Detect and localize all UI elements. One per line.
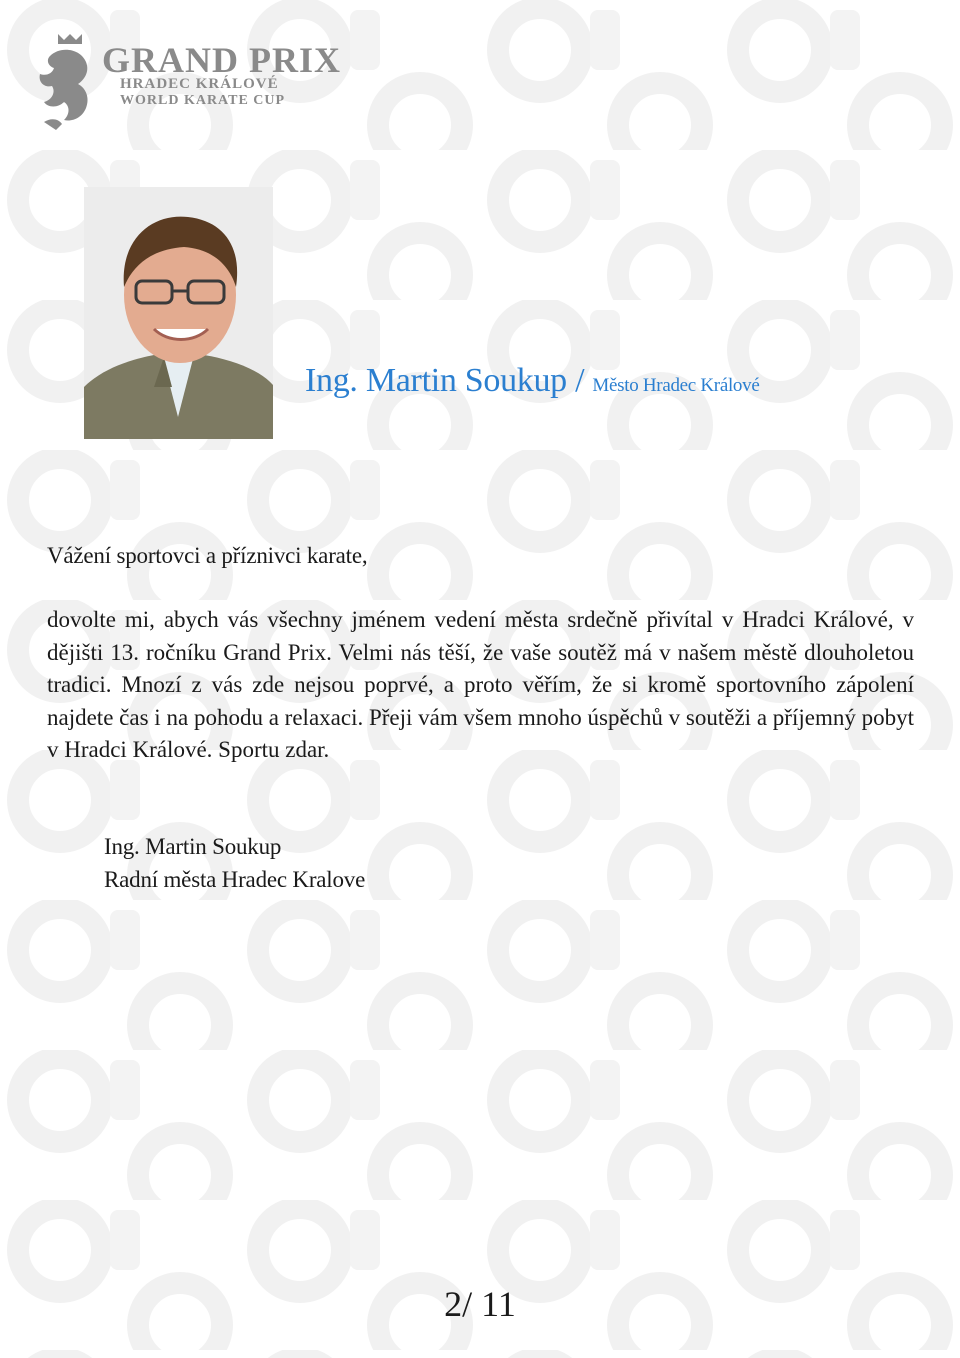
portrait-photo [84, 187, 273, 439]
letter-body: dovolte mi, abych vás všechny jménem vedení města srdečně přivítal v Hradci Králové, v dějišti 13. ročníku Grand Prix. Velmi nás těší, že vaše soutěž má v našem městě dlouholetou tradici. Mnozí z vás zde nejsou poprvé, a proto věřím, že si kromě sportovního zápolení najdete čas i na pohodu a relaxaci. Přeji vám všem mnoho úspěchů v soutěži a příjemný pobyt v Hradci Králové. Sportu zdar. [47, 607, 914, 763]
logo-line-hradec-kralove: HRADEC KRÁLOVÉ [120, 76, 279, 92]
lion-icon [40, 34, 88, 130]
logo-line-world-karate-cup: WORLD KARATE CUP [120, 93, 286, 108]
author-name-heading: Ing. Martin Soukup / [305, 362, 585, 399]
page-number: 2/ 11 [444, 1284, 516, 1324]
author-heading [305, 362, 759, 400]
grand-prix-logo [30, 26, 370, 136]
signature-block [104, 830, 365, 896]
signature-name: Ing. Martin Soukup [104, 834, 282, 859]
letter-greeting: Vážení sportovci a příznivci karate, [47, 543, 368, 568]
signature-title: Radní města Hradec Kralove [104, 867, 366, 892]
logo-line-grand-prix: GRAND PRIX [102, 40, 341, 80]
author-organization: Město Hradec Králové [592, 375, 760, 396]
